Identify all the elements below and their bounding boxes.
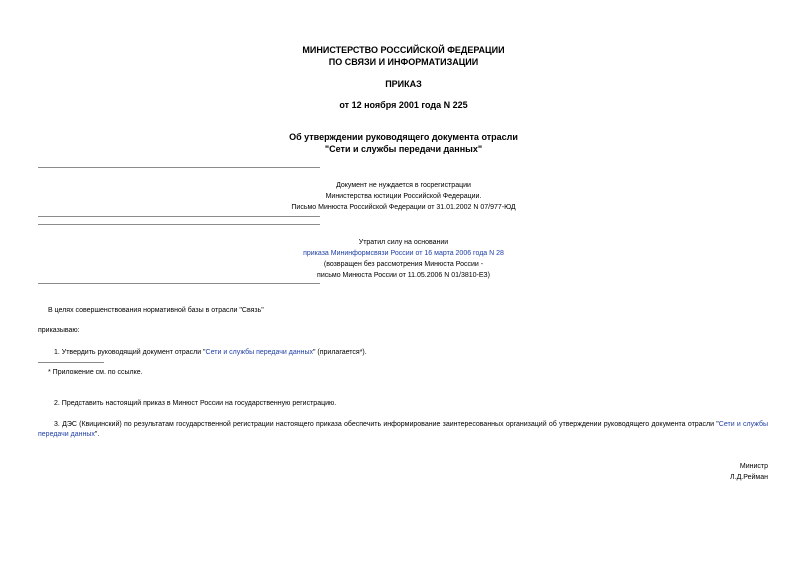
item-1-text-before: 1. Утвердить руководящий документ отрасли " (54, 349, 206, 356)
registration-note-line1: Документ не нуждается в госрегистрации (336, 182, 471, 189)
footnote-rule (38, 362, 104, 363)
separator-rule (38, 283, 320, 284)
item-3-text-before: 3. ДЭС (Квицинский) по результатам государственной регистрации настоящего приказа обеспечить информирование заинтересованных организаций об утверждении руководящего документа отрасли " (54, 421, 719, 428)
ministry-name-line2: ПО СВЯЗИ И ИНФОРМАТИЗАЦИИ (328, 57, 479, 67)
repeal-note-line3: (возвращен без рассмотрения Минюста России - (323, 261, 484, 268)
document-date-number: от 12 ноября 2001 года N 225 (339, 100, 468, 110)
document-title-line1: Об утверждении руководящего документа отрасли (289, 132, 518, 142)
item-3 (38, 420, 768, 440)
separator-rule (38, 216, 320, 217)
registration-note-line3: Письмо Минюста Российской Федерации от 31.01.2002 N 07/977-ЮД (291, 204, 516, 211)
item-3-text-after: ". (94, 431, 100, 438)
footnote: * Приложение см. по ссылке. (48, 369, 143, 376)
ministry-name-line1: МИНИСТЕРСТВО РОССИЙСКОЙ ФЕДЕРАЦИИ (302, 45, 505, 55)
signature-position: Министр (739, 463, 768, 470)
item-2: 2. Представить настоящий приказ в Минюст России на государственную регистрацию. (54, 400, 337, 407)
repeal-note-line4: письмо Минюста России от 11.05.2006 N 01/3810-ЕЗ) (317, 272, 490, 279)
item-1-text-after: " (прилагается*). (312, 349, 367, 356)
signature-name: Л.Д.Рейман (730, 474, 768, 481)
registration-note-line2: Министерства юстиции Российской Федерации. (325, 193, 482, 200)
repeal-order-link[interactable]: приказа Мининформсвязи России от 16 марта 2006 года N 28 (303, 250, 504, 257)
item-3-document-link[interactable]: Сети и службы передачи данных (38, 421, 768, 438)
document-type: ПРИКАЗ (385, 79, 422, 89)
item-1 (54, 348, 367, 358)
intro-paragraph: В целях совершенствования нормативной базы в отрасли "Связь" (48, 307, 264, 314)
item-1-document-link[interactable]: Сети и службы передачи данных (205, 349, 313, 356)
document-title-line2: "Сети и службы передачи данных" (324, 144, 483, 154)
separator-rule (38, 224, 320, 225)
repeal-note-link-row (0, 248, 807, 259)
order-word: приказываю: (38, 327, 80, 334)
separator-rule (38, 167, 320, 168)
repeal-note-line1: Утратил силу на основании (358, 239, 449, 246)
